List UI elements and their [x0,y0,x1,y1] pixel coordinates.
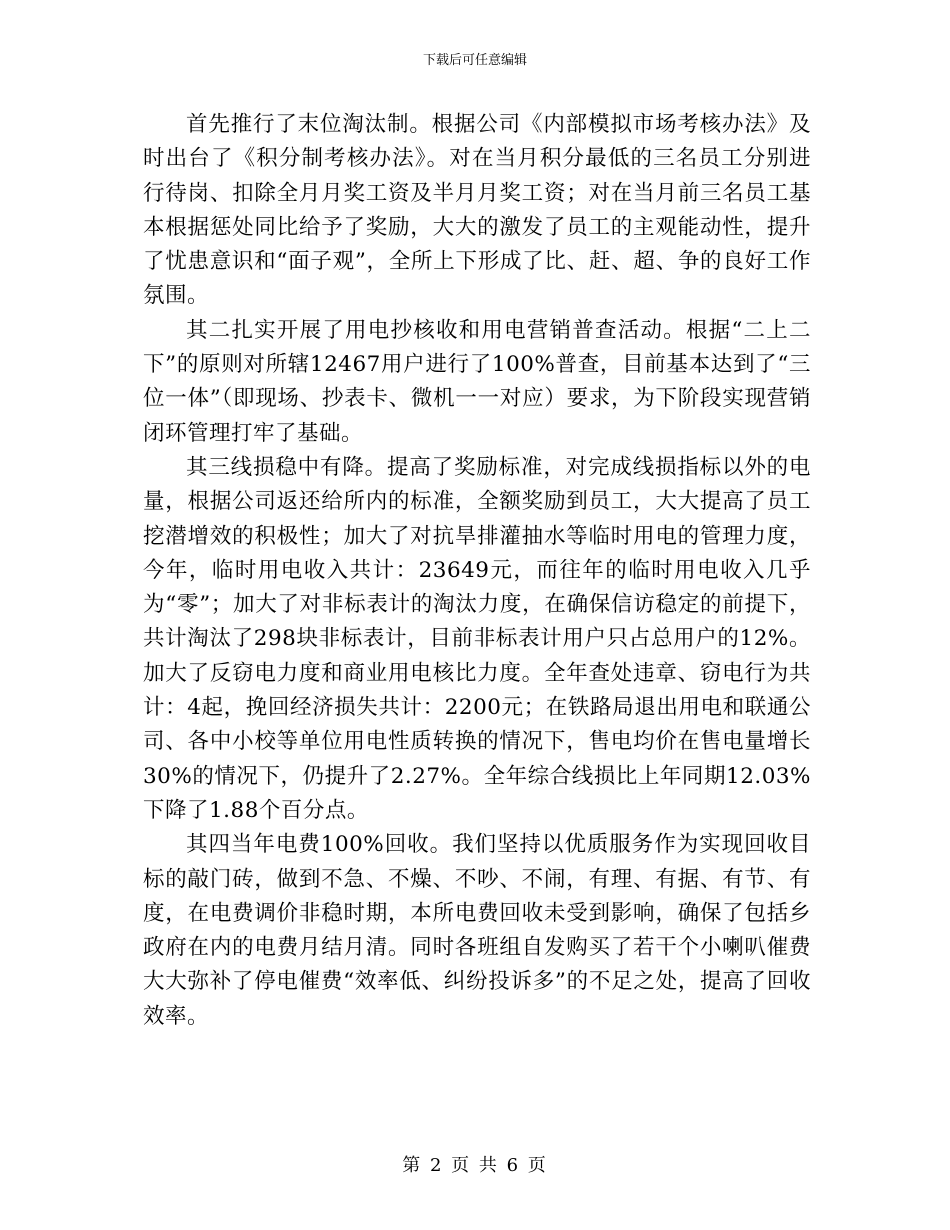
document-body [143,108,811,1034]
paragraph-3: 其三线损稳中有降。提高了奖励标准，对完成线损指标以外的电量，根据公司返还给所内的标准，全额奖励到员工，大大提高了员工挖潜增效的积极性；加大了对抗旱排灌抽水等临时用电的管理力度，今年，临时用电收入共计：23649元，而往年的临时用电收入几乎为“零”；加大了对非标表计的淘汰力度，在确保信访稳定的前提下，共计淘汰了298块非标表计，目前非标表计用户只占总用户的12%。加大了反窃电力度和商业用电核比力度。全年查处违章、窃电行为共计：4起，挽回经济损失共计：2200元；在铁路局退出用电和联通公司、各中小校等单位用电性质转换的情况下，售电均价在售电量增长30%的情况下，仍提升了2.27%。全年综合线损比上年同期12.03%下降了1.88个百分点。 [143,454,811,823]
paragraph-1: 首先推行了末位淘汰制。根据公司《内部模拟市场考核办法》及时出台了《积分制考核办法》。对在当月积分最低的三名员工分别进行待岗、扣除全月月奖工资及半月月奖工资；对在当月前三名员工基本根据惩处同比给予了奖励，大大的激发了员工的主观能动性，提升了忧患意识和“面子观”，全所上下形成了比、赶、超、争的良好工作氛围。 [143,112,811,309]
paragraph-4: 其四当年电费100%回收。我们坚持以优质服务作为实现回收目标的敲门砖，做到不急、不燥、不吵、不闹，有理、有据、有节、有度，在电费调价非稳时期，本所电费回收未受到影响，确保了包括乡政府在内的电费月结月清。同时各班组自发购买了若干个小喇叭催费大大弥补了停电催费“效率低、纠纷投诉多”的不足之处，提高了回收效率。 [143,832,811,1029]
page-header: 下载后可任意编辑 [422,53,527,68]
paragraph-2: 其二扎实开展了用电抄核收和用电营销普查活动。根据“二上二下”的原则对所辖12467用户进行了100%普查，目前基本达到了“三位一体”（即现场、抄表卡、微机一一对应）要求，为下阶段实现营销闭环管理打牢了基础。 [143,317,811,446]
page-footer: 第 2 页 共 6 页 [402,1155,548,1176]
